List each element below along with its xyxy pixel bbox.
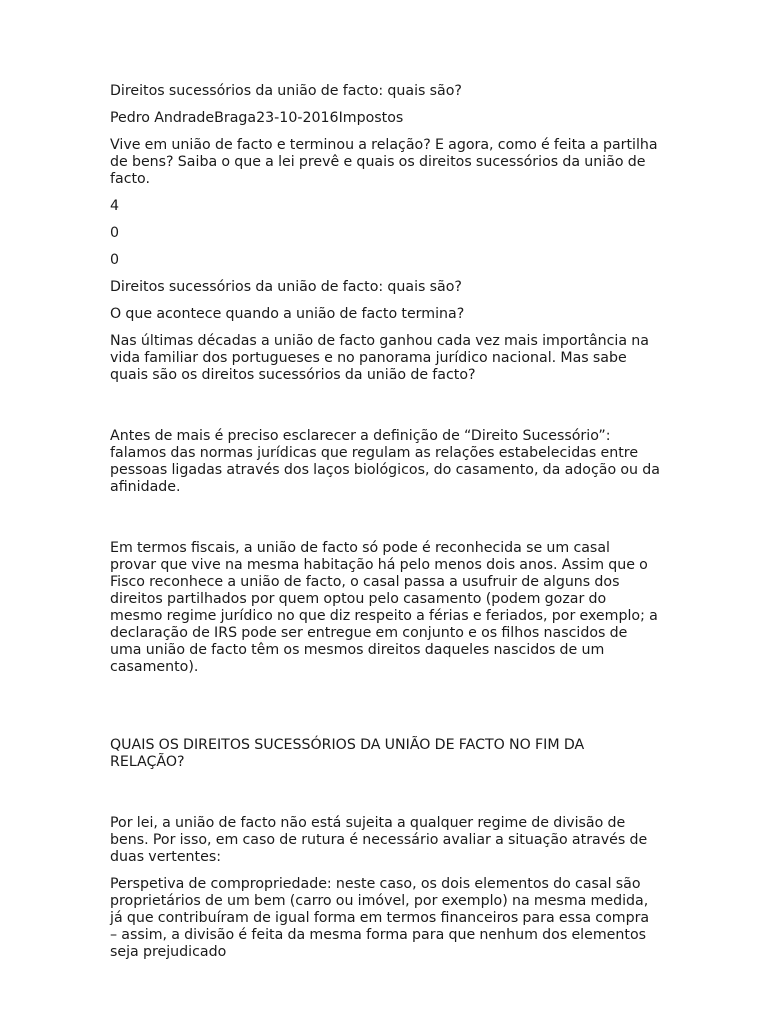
share-count-1: 4 (110, 198, 120, 214)
document-title: Direitos sucessórios da união de facto: quais são? (110, 83, 462, 99)
byline: Pedro AndradeBraga23-10-2016Impostos (110, 110, 404, 126)
share-count-3: 0 (110, 252, 120, 268)
paragraph-3: Em termos fiscais, a união de facto só pode é reconhecida se um casal provar que vive na mesma habitação há pelo menos dois anos. Assim que o Fisco reconhece a união de facto, o casal passa a usufruir de alguns dos direitos partilhados por quem optou pelo casamento (podem gozar do mesmo regime jurídico no que diz respeito a férias e feriados, por exemplo; a declaração de IRS pode ser entregue em conjunto e os filhos nascidos de uma união de facto têm os mesmos direitos daqueles nascidos de um casamento). (110, 540, 658, 675)
paragraph-4: Por lei, a união de facto não está sujeita a qualquer regime de divisão de bens. Por isso, em caso de rutura é necessário avaliar a situação através de duas vertentes: (110, 815, 648, 865)
document-page (110, 83, 660, 961)
lead-paragraph: Vive em união de facto e terminou a relação? E agora, como é feita a partilha de bens? Saiba o que a lei prevê e quais os direitos sucessórios da união de facto. (110, 137, 658, 187)
share-count-2: 0 (110, 225, 120, 241)
document-title-repeat: Direitos sucessórios da união de facto: quais são? (110, 279, 462, 295)
question-heading: O que acontece quando a união de facto termina? (110, 306, 465, 322)
paragraph-5: Perspetiva de compropriedade: neste caso, os dois elementos do casal são proprietários de um bem (carro ou imóvel, por exemplo) na mesma medida, já que contribuíram de igual forma em termos financeiros para essa compra – assim, a divisão é feita da mesma forma para que nenhum dos elementos seja prejudicado (110, 876, 650, 960)
section-heading: QUAIS OS DIREITOS SUCESSÓRIOS DA UNIÃO DE FACTO NO FIM DA RELAÇÃO? (110, 737, 585, 770)
paragraph-1: Nas últimas décadas a união de facto ganhou cada vez mais importância na vida familiar dos portugueses e no panorama jurídico nacional. Mas sabe quais são os direitos sucessórios da união de facto? (110, 333, 649, 383)
paragraph-2: Antes de mais é preciso esclarecer a definição de “Direito Sucessório”: falamos das normas jurídicas que regulam as relações estabelecidas entre pessoas ligadas através dos laços biológicos, do casamento, da adoção ou da afinidade. (110, 428, 660, 495)
